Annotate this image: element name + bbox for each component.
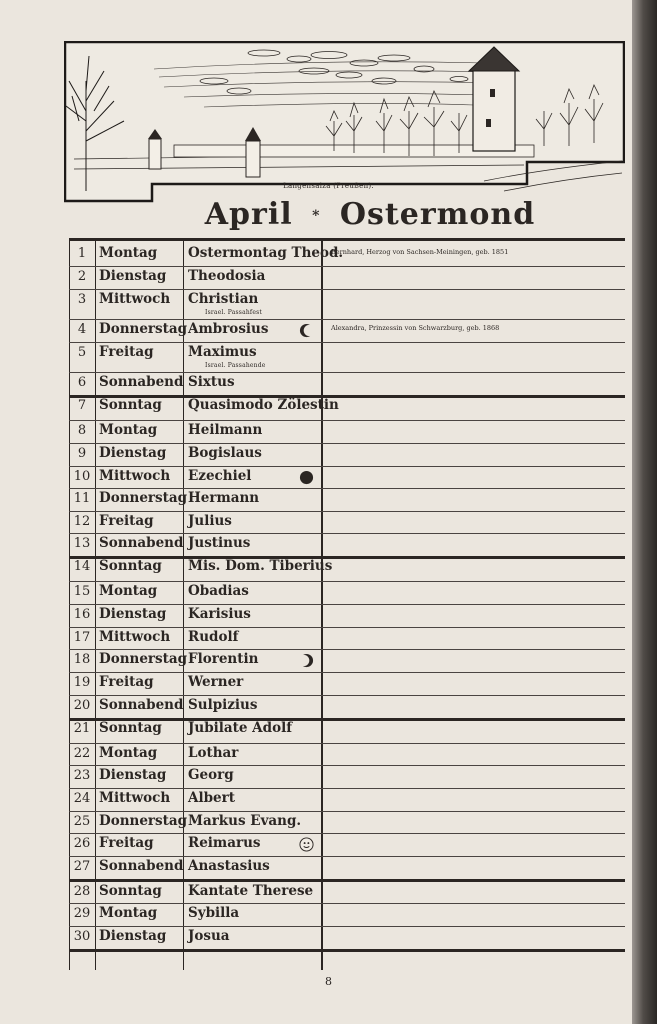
calendar-row [69, 342, 625, 372]
day-number: 14 [73, 559, 91, 574]
weekday: Donnerstag [99, 490, 188, 506]
saint-name: Obadias [188, 583, 249, 599]
weekday: Montag [99, 245, 158, 261]
day-number: 10 [73, 469, 91, 484]
day-number: 4 [77, 322, 87, 337]
month-title [170, 196, 570, 235]
saint-name: Heilmann [188, 422, 263, 438]
saint-name: Ostermontag Theod. [188, 245, 344, 261]
weekday: Sonnabend [99, 535, 184, 551]
day-number: 1 [77, 246, 87, 261]
event-note: Alexandra, Prinzessin von Schwarzburg, geb. 1868 [331, 324, 500, 332]
saint-name: Albert [188, 790, 235, 806]
weekday: Donnerstag [99, 813, 188, 829]
saint-name: Ambrosius [188, 321, 269, 337]
calendar-row [69, 443, 625, 466]
saint-name: Florentin [188, 651, 259, 667]
calendar-row [69, 926, 625, 949]
saint-name: Rudolf [188, 629, 239, 645]
saint-name: Anastasius [188, 858, 270, 874]
weekday: Freitag [99, 674, 154, 690]
calendar-row [69, 533, 625, 556]
illustration-caption: Langensalza (Preußen). [283, 182, 374, 190]
weekday: Dienstag [99, 445, 167, 461]
calendar-row [69, 556, 625, 581]
calendar-row [69, 672, 625, 695]
saint-name: Justinus [188, 535, 251, 551]
weekday: Sonnabend [99, 697, 184, 713]
weekday: Sonntag [99, 397, 162, 413]
day-number: 28 [73, 884, 91, 899]
calendar-row [69, 833, 625, 856]
day-number: 30 [73, 929, 91, 944]
saint-name: Mis. Dom. Tiberius [188, 558, 333, 574]
day-number: 2 [77, 269, 87, 284]
month-name: April [204, 197, 293, 232]
saint-name: Reimarus [188, 835, 261, 851]
weekday: Mittwoch [99, 629, 171, 645]
saint-name: Karisius [188, 606, 251, 622]
weekday: Montag [99, 745, 158, 761]
calendar-row [69, 604, 625, 627]
day-number: 18 [73, 652, 91, 667]
saint-name: Kantate Therese [188, 883, 314, 899]
calendar-row [69, 695, 625, 718]
day-number: 20 [73, 698, 91, 713]
name-subnote: Israel. Passahfest [205, 309, 262, 316]
day-number: 25 [73, 814, 91, 829]
day-number: 23 [73, 768, 91, 783]
moon-full-icon [299, 837, 314, 852]
town-illustration [64, 41, 625, 204]
saint-name: Georg [188, 767, 234, 783]
saint-name: Theodosia [188, 268, 266, 284]
day-number: 11 [73, 491, 91, 506]
day-number: 17 [73, 630, 91, 645]
weekday: Sonntag [99, 720, 162, 736]
calendar-row [69, 243, 625, 266]
weekday: Montag [99, 583, 158, 599]
day-number: 15 [73, 584, 91, 599]
weekday: Sonnabend [99, 858, 184, 874]
calendar-row [69, 372, 625, 395]
calendar-row [69, 466, 625, 488]
weekday: Mittwoch [99, 468, 171, 484]
day-number: 19 [73, 675, 91, 690]
day-number: 3 [77, 292, 87, 307]
day-number: 26 [73, 836, 91, 851]
saint-name: Ezechiel [188, 468, 252, 484]
saint-name: Josua [188, 928, 230, 944]
weekday: Sonntag [99, 558, 162, 574]
calendar-row [69, 488, 625, 511]
saint-name: Markus Evang. [188, 813, 302, 829]
calendar-row [69, 649, 625, 672]
calendar-row [69, 266, 625, 289]
weekday: Dienstag [99, 928, 167, 944]
weekday: Dienstag [99, 767, 167, 783]
calendar-row [69, 319, 625, 342]
weekday: Freitag [99, 513, 154, 529]
saint-name: Christian [188, 291, 259, 307]
calendar-row [69, 395, 625, 420]
saint-name: Werner [188, 674, 244, 690]
weekday: Mittwoch [99, 291, 171, 307]
weekday: Montag [99, 422, 158, 438]
title-separator: * [312, 208, 321, 224]
saint-name: Quasimodo Zölestin [188, 397, 339, 413]
saint-name: Lothar [188, 745, 239, 761]
weekday: Donnerstag [99, 321, 188, 337]
day-number: 7 [77, 398, 87, 413]
calendar-row [69, 718, 625, 743]
moon-new-icon [299, 470, 314, 485]
day-number: 22 [73, 746, 91, 761]
day-number: 27 [73, 859, 91, 874]
saint-name: Sixtus [188, 374, 235, 390]
event-note: Bernhard, Herzog von Sachsen-Meiningen, geb. 1851 [331, 248, 509, 256]
saint-name: Julius [188, 513, 232, 529]
calendar-row [69, 420, 625, 443]
name-subnote: Israel. Passahende [205, 362, 266, 369]
calendar-row [69, 811, 625, 833]
calendar-row [69, 881, 625, 903]
calendar-row [69, 581, 625, 604]
day-number: 5 [77, 345, 87, 360]
calendar-table [69, 238, 625, 970]
weekday: Sonntag [99, 883, 162, 899]
day-number: 16 [73, 607, 91, 622]
calendar-row [69, 903, 625, 926]
saint-name: Bogislaus [188, 445, 262, 461]
weekday: Freitag [99, 835, 154, 851]
weekday: Sonnabend [99, 374, 184, 390]
week-separator-rule [69, 949, 625, 952]
weekday: Montag [99, 905, 158, 921]
table-top-rule [69, 238, 625, 241]
calendar-row [69, 856, 625, 879]
day-number: 9 [77, 446, 87, 461]
day-number: 24 [73, 791, 91, 806]
day-number: 12 [73, 514, 91, 529]
page-number: 8 [325, 975, 332, 988]
moon-first-quarter-icon [299, 653, 314, 668]
day-number: 29 [73, 906, 91, 921]
weekday: Freitag [99, 344, 154, 360]
saint-name: Jubilate Adolf [188, 720, 293, 736]
moon-last-quarter-icon [299, 323, 314, 338]
calendar-row [69, 788, 625, 811]
month-old-name: Ostermond [339, 197, 536, 232]
day-number: 13 [73, 536, 91, 551]
calendar-row [69, 511, 625, 533]
saint-name: Sybilla [188, 905, 240, 921]
calendar-row [69, 765, 625, 788]
day-number: 6 [77, 375, 87, 390]
day-number: 21 [73, 721, 91, 736]
saint-name: Sulpizius [188, 697, 258, 713]
weekday: Donnerstag [99, 651, 188, 667]
calendar-row [69, 627, 625, 649]
weekday: Dienstag [99, 268, 167, 284]
saint-name: Hermann [188, 490, 260, 506]
day-number: 8 [77, 423, 87, 438]
weekday: Dienstag [99, 606, 167, 622]
weekday: Mittwoch [99, 790, 171, 806]
saint-name: Maximus [188, 344, 257, 360]
calendar-row [69, 743, 625, 765]
calendar-row [69, 289, 625, 319]
book-spine [632, 0, 657, 1024]
